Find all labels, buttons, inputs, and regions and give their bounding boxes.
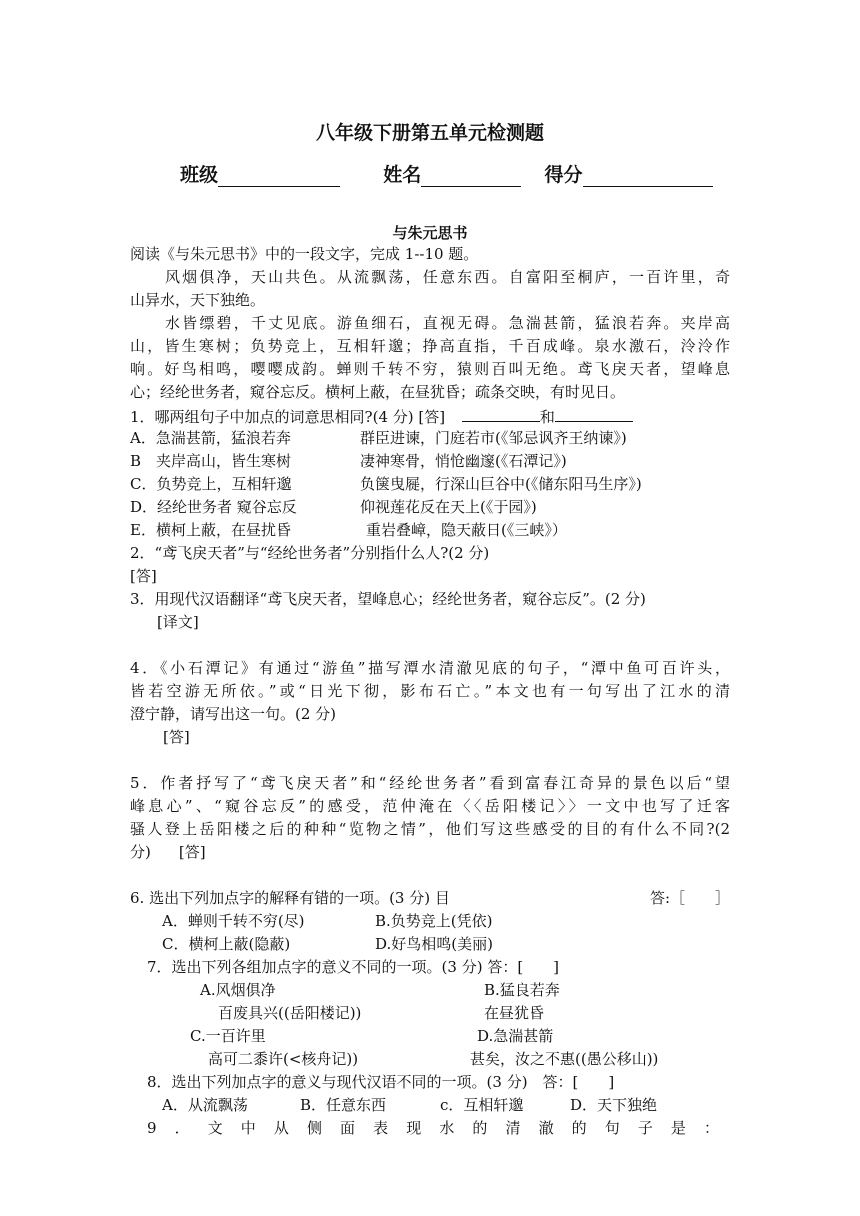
- q1-option-right: 负箧曳屣，行深山巨谷中(《储东阳马生序》): [360, 475, 642, 493]
- question-1: [130, 405, 633, 427]
- score-blank[interactable]: [583, 166, 713, 187]
- q8-option: c．互相轩邈: [440, 1096, 524, 1114]
- q1-option-left: C．负势竞上，互相轩邈: [130, 475, 292, 493]
- question-5-line: 峰息心”、“窥谷忘反”的感受，范仲淹在〈〈岳阳楼记〉〉一文中也写了迁客: [130, 797, 730, 815]
- class-blank[interactable]: [218, 166, 340, 187]
- q8-option: A．从流飘荡: [162, 1096, 248, 1114]
- q7-option-compare: 高可二黍许(<核舟记)): [208, 1050, 359, 1068]
- q1-option-right: 重岩叠嶂，隐天蔽日(《三峡》）: [366, 521, 567, 539]
- passage-line: 山，皆生寒树；负势竞上，互相轩邈；挣高直指，千百成峰。泉水激石，泠泠作: [130, 337, 730, 355]
- q6-option: C．横柯上蔽(隐蔽): [162, 935, 291, 953]
- class-label: 班级: [180, 164, 219, 186]
- q8-option: B．任意东西: [300, 1096, 387, 1114]
- question-5-line: [130, 842, 206, 862]
- question-3: 3．用现代汉语翻译“鸢飞戾天者，望峰息心；经纶世务者，窥谷忘反”。(2 分): [130, 590, 646, 608]
- answer-blank[interactable]: [555, 405, 633, 422]
- q7-option-compare: 在昼犹昏: [484, 1004, 545, 1022]
- answer-label: [答]: [163, 728, 190, 746]
- student-info-row: [180, 160, 713, 187]
- q7-option-compare: 甚矣，汝之不惠((愚公移山)): [470, 1050, 659, 1068]
- passage-line: 水皆缥碧，千丈见底。游鱼细石，直视无碍。急湍甚箭，猛浪若奔。夹岸高: [165, 314, 730, 332]
- intro-text: 阅读《与朱元思书》中的一段文字，完成 1--10 题。: [130, 245, 479, 263]
- q1-option-left: D．经纶世务者 窥谷忘反: [130, 498, 297, 516]
- q1-option-right: 群臣进谏，门庭若市(《邹忌讽齐王纳谏》): [360, 429, 627, 447]
- question-6: 6. 选出下列加点字的解释有错的一项。(3 分) 目: [130, 889, 450, 907]
- question-8: 8．选出下列加点字的意义与现代汉语不同的一项。(3 分) 答：[ ]: [147, 1073, 615, 1091]
- passage-title: 与朱元思书: [392, 224, 468, 242]
- answer-label: [答]: [130, 567, 157, 585]
- q1-option-left: A．急湍甚箭，猛浪若奔: [130, 429, 291, 447]
- q8-option: D．天下独绝: [570, 1096, 658, 1114]
- q7-option-compare: 百废具兴((岳阳楼记)): [218, 1004, 362, 1022]
- q6-option: A．蝉则千转不穷(尽): [162, 912, 305, 930]
- and-text: 和: [539, 408, 555, 426]
- question-7: 7．选出下列各组加点字的意义不同的一项。(3 分) 答：[ ]: [147, 958, 560, 976]
- name-blank[interactable]: [421, 166, 521, 187]
- question-2: 2．“鸢飞戾天者”与“经纶世务者”分别指什么人?(2 分): [130, 544, 490, 562]
- q1-option-right: 凄神寒骨，悄怆幽邃(《石潭记》): [360, 452, 567, 470]
- passage-line: 响。好鸟相鸣，嘤嘤成韵。蝉则千转不穷，猿则百叫无绝。鸢飞戾天者，望峰息: [130, 360, 730, 378]
- question-1-stem: 1．哪两组句子中加点的词意思相同?(4 分) [答]: [130, 408, 446, 426]
- answer-blank[interactable]: [462, 405, 540, 422]
- q1-option-left: E．横柯上蔽，在昼扰昏: [130, 521, 291, 539]
- question-5-line: 5．作者抒写了“鸢飞戾天者”和“经纶世务者”看到富春江奇异的景色以后“望: [130, 774, 730, 792]
- passage-line: 心；经纶世务者，窥谷忘反。横柯上蔽，在昼犹昏；疏条交映，有时见日。: [130, 383, 626, 401]
- question-4-line: 澄宁静，请写出这一句。(2 分): [130, 705, 337, 723]
- name-label: 姓名: [383, 164, 422, 186]
- passage-line: 风烟俱净，天山共色。从流飘荡，任意东西。自富阳至桐庐，一百许里，奇: [165, 268, 730, 286]
- translation-label: [译文]: [157, 613, 199, 631]
- q6-option: D.好鸟相鸣(美丽): [375, 935, 493, 953]
- q7-option: D.急湍甚箭: [477, 1027, 554, 1045]
- question-5-tail: 分): [130, 843, 151, 861]
- q6-option: B.负势竞上(凭依): [375, 912, 493, 930]
- q7-option: B.猛良若奔: [484, 981, 560, 999]
- question-4-line: 皆若空游无所依。”或“日光下彻，影布石亡。”本文也有一句写出了江水的清: [130, 682, 730, 700]
- q1-option-left: B 夹岸高山，皆生寒树: [130, 452, 292, 470]
- q7-option: A.风烟俱净: [200, 981, 276, 999]
- page-title: 八年级下册第五单元检测题: [315, 122, 544, 144]
- question-4-line: 4．《小石潭记》有通过“游鱼”描写潭水清澈见底的句子，“潭中鱼可百许头，: [130, 659, 730, 677]
- q7-option: C.一百许里: [190, 1027, 266, 1045]
- question-5-line: 骚人登上岳阳楼之后的种种“览物之情”，他们写这些感受的目的有什么不同?(2: [130, 820, 730, 838]
- q1-option-right: 仰视莲花反在天上(《于园》): [360, 498, 537, 516]
- passage-line: 山异水，天下独绝。: [130, 291, 266, 309]
- score-label: 得分: [544, 164, 583, 186]
- answer-label: [答]: [178, 843, 206, 861]
- question-9: 9．文中从侧面表现水的清澈的句子是：: [147, 1119, 719, 1137]
- answer-bracket[interactable]: 答:［ ］: [650, 889, 731, 907]
